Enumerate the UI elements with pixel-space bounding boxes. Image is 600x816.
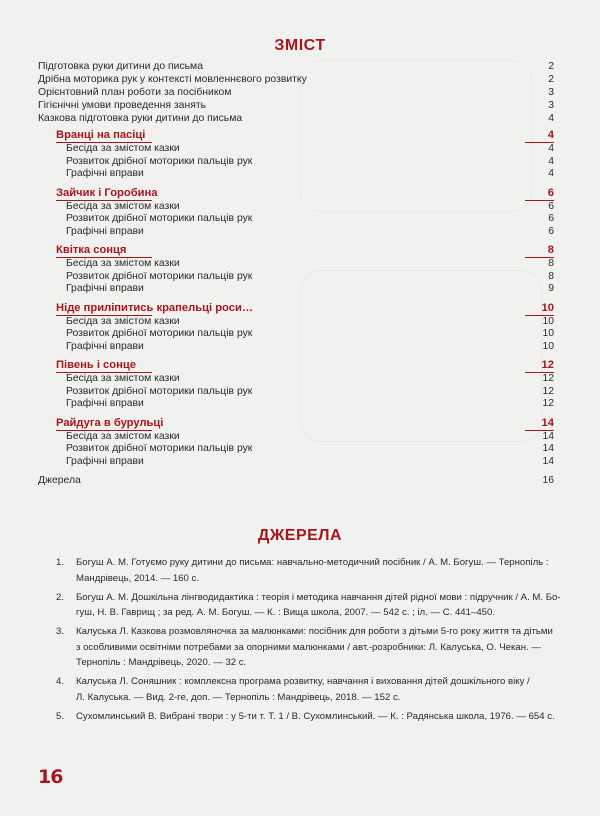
reference-number: 2. <box>56 591 65 603</box>
toc-section-heading[interactable] <box>38 417 564 430</box>
toc-subitem-page: 6 <box>548 225 554 237</box>
reference-entry <box>76 674 566 705</box>
toc-subitem-label: Бесіда за змістом казки <box>66 200 180 212</box>
toc-section-heading-page: 12 <box>541 359 554 371</box>
reference-line: Сухомлинський В. Вибрані твори : у 5-ти т. Т. 1 / В. Сухомлинський. — К. : Радянська школа, 1976. — 654 с. <box>76 710 555 722</box>
reference-entry <box>76 709 566 725</box>
toc-subitem-page: 9 <box>548 283 554 294</box>
reference-line: Калуська Л. Соняшник : комплексна програма розвитку, навчання і виховання дітей дошкільного віку / <box>76 676 530 687</box>
toc-subitem[interactable] <box>38 442 564 455</box>
toc-subitem[interactable] <box>38 212 564 225</box>
toc-subitem-page: 14 <box>542 430 554 442</box>
toc-subitem-page: 10 <box>542 315 554 327</box>
reference-line: гуш, Н. В. Гаврищ ; за ред. А. М. Богуш. — К. : Вища школа, 2007. — 542 с. ; іл. — С. 441–450. <box>76 607 495 618</box>
toc-subitem-page: 4 <box>548 155 554 167</box>
toc-section-heading[interactable] <box>38 359 564 372</box>
toc-section-heading[interactable] <box>38 187 564 200</box>
toc-subitem[interactable] <box>38 142 564 155</box>
toc-item-page: 2 <box>548 61 554 72</box>
reference-line: Тернопіль : Мандрівець, 2020. — 32 с. <box>76 657 247 668</box>
toc-subitem-page: 8 <box>548 270 554 282</box>
toc-subitem[interactable] <box>38 455 564 468</box>
toc-section-heading[interactable] <box>38 244 564 257</box>
toc-item-sources[interactable] <box>38 474 564 487</box>
toc-subitem-label: Бесіда за змістом казки <box>66 143 180 154</box>
toc-section-heading-page: 10 <box>541 301 554 314</box>
toc-section-heading-label: Квітка сонця <box>56 244 127 256</box>
references-title: ДЖЕРЕЛА <box>257 527 343 544</box>
toc-section-heading-label: Райдуга в бурульці <box>56 416 164 429</box>
toc-subitem-label: Розвиток дрібної моторики пальців рук <box>66 270 253 282</box>
toc-subitem[interactable] <box>38 257 564 270</box>
toc-section-heading-page: 8 <box>547 244 554 256</box>
toc-item[interactable] <box>38 99 564 112</box>
reference-number: 1. <box>56 557 65 568</box>
toc-subitem-page: 12 <box>542 385 554 397</box>
toc-item-page: 2 <box>548 74 554 85</box>
toc-subitem[interactable] <box>38 200 564 213</box>
toc-subitem[interactable] <box>38 327 564 340</box>
toc-subitem[interactable] <box>38 340 564 353</box>
toc-section-heading-label: Півень і сонце <box>56 359 136 371</box>
toc-subitem-page: 14 <box>542 455 554 467</box>
toc-section-heading-label: Зайчик і Горобина <box>56 186 158 199</box>
toc-subitem-page: 6 <box>548 213 554 224</box>
toc-subitem[interactable] <box>38 372 564 385</box>
reference-entry <box>76 624 566 671</box>
reference-entry <box>76 555 566 586</box>
toc-subitem-label: Графічні вправи <box>66 398 144 409</box>
toc-subitem-label: Графічні вправи <box>66 283 144 294</box>
toc-item[interactable] <box>38 73 564 86</box>
toc-subitem-label: Розвиток дрібної моторики пальців рук <box>66 155 253 167</box>
toc-subitem[interactable] <box>38 385 564 398</box>
toc-subitem[interactable] <box>38 315 564 328</box>
reference-line: Л. Калуська. — Вид. 2-ге, доп. — Тернопіль : Мандрівець, 2018. — 152 с. <box>76 691 401 703</box>
toc-subitem-label: Графічні вправи <box>66 340 144 352</box>
toc-title: ЗМІСТ <box>274 37 326 54</box>
toc-subitem-page: 4 <box>548 168 554 179</box>
toc-item-label: Орієнтовний план роботи за посібником <box>38 87 232 98</box>
toc-item-page: 3 <box>548 100 554 111</box>
toc-item-label: Підготовка руки дитини до письма <box>38 61 203 72</box>
toc-subitem-label: Бесіда за змістом казки <box>66 430 180 442</box>
reference-line: Богуш А. М. Дошкільна лінгводидактика : теорія і методика навчання дітей рідної мови : підручник / А. М. Бо- <box>76 591 561 603</box>
reference-entry <box>76 590 566 621</box>
toc-subitem-page: 10 <box>542 340 554 352</box>
toc-subitem-label: Розвиток дрібної моторики пальців рук <box>66 385 253 397</box>
toc-section-heading-page: 6 <box>547 186 554 199</box>
toc-section-heading-label: Вранці на пасіці <box>56 129 146 141</box>
toc-subitem-page: 12 <box>542 398 554 409</box>
toc-subitem[interactable] <box>38 155 564 168</box>
toc-section-heading[interactable] <box>38 302 564 315</box>
toc-subitem[interactable] <box>38 225 564 238</box>
toc-subitem[interactable] <box>38 282 564 295</box>
toc-subitem-label: Графічні вправи <box>66 225 144 237</box>
toc-subitem-label: Розвиток дрібної моторики пальців рук <box>66 443 253 454</box>
page-number: 16 <box>38 766 63 788</box>
toc-item-sources-label: Джерела <box>38 475 81 486</box>
toc-subitem[interactable] <box>38 430 564 443</box>
toc-item-label: Гігієнічні умови проведення занять <box>38 100 206 111</box>
toc-section-heading-label: Ніде приліпитись крапельці роси… <box>56 301 254 314</box>
reference-number: 5. <box>56 710 65 722</box>
toc-subitem[interactable] <box>38 397 564 410</box>
toc-subitem-page: 4 <box>548 143 554 154</box>
reference-line: Богуш А. М. Готуємо руку дитини до письма: навчально-методичний посібник / А. М. Богуш. — Тернопіль : <box>76 557 549 568</box>
toc-subitem-page: 6 <box>548 200 554 212</box>
toc-item-label: Казкова підготовка руки дитини до письма <box>38 113 243 124</box>
toc-item-page: 3 <box>548 87 554 98</box>
toc-subitem-label: Бесіда за змістом казки <box>66 373 180 384</box>
reference-line: Мандрівець, 2014. — 160 с. <box>76 572 200 584</box>
toc-subitem-label: Бесіда за змістом казки <box>66 315 180 327</box>
reference-line: з особливими освітніми потребами за опорними малюнками / авт.-розробники: Л. Калуська, О. Чекан. — <box>76 641 541 653</box>
toc-subitem-page: 12 <box>542 373 554 384</box>
toc-subitem-label: Графічні вправи <box>66 168 144 179</box>
toc-item-label: Дрібна моторика рук у контексті мовленнєвого розвитку <box>38 74 307 85</box>
toc-item-page: 4 <box>548 113 554 124</box>
toc-item[interactable] <box>38 60 564 73</box>
toc-subitem-label: Розвиток дрібної моторики пальців рук <box>66 328 253 339</box>
toc-subitem-page: 10 <box>542 328 554 339</box>
toc-subitem-label: Розвиток дрібної моторики пальців рук <box>66 213 253 224</box>
toc-item[interactable] <box>38 112 564 125</box>
reference-number: 4. <box>56 676 65 687</box>
reference-line: Калуська Л. Казкова розмовляночка за малюнками: посібник для роботи з дітьми 5-го року життя та дітьми <box>76 626 553 637</box>
toc-item-sources-page: 16 <box>542 475 554 486</box>
toc-subitem[interactable] <box>38 167 564 180</box>
toc-section-heading-page: 14 <box>541 416 554 429</box>
toc-subitem-page: 14 <box>542 443 554 454</box>
toc-subitem-page: 8 <box>548 258 554 269</box>
toc-item[interactable] <box>38 86 564 99</box>
toc-section-heading-page: 4 <box>547 129 554 141</box>
toc-subitem-label: Графічні вправи <box>66 455 144 467</box>
toc-section-heading[interactable] <box>38 129 564 142</box>
reference-number: 3. <box>56 626 65 637</box>
toc-subitem-label: Бесіда за змістом казки <box>66 258 180 269</box>
toc-subitem[interactable] <box>38 270 564 283</box>
